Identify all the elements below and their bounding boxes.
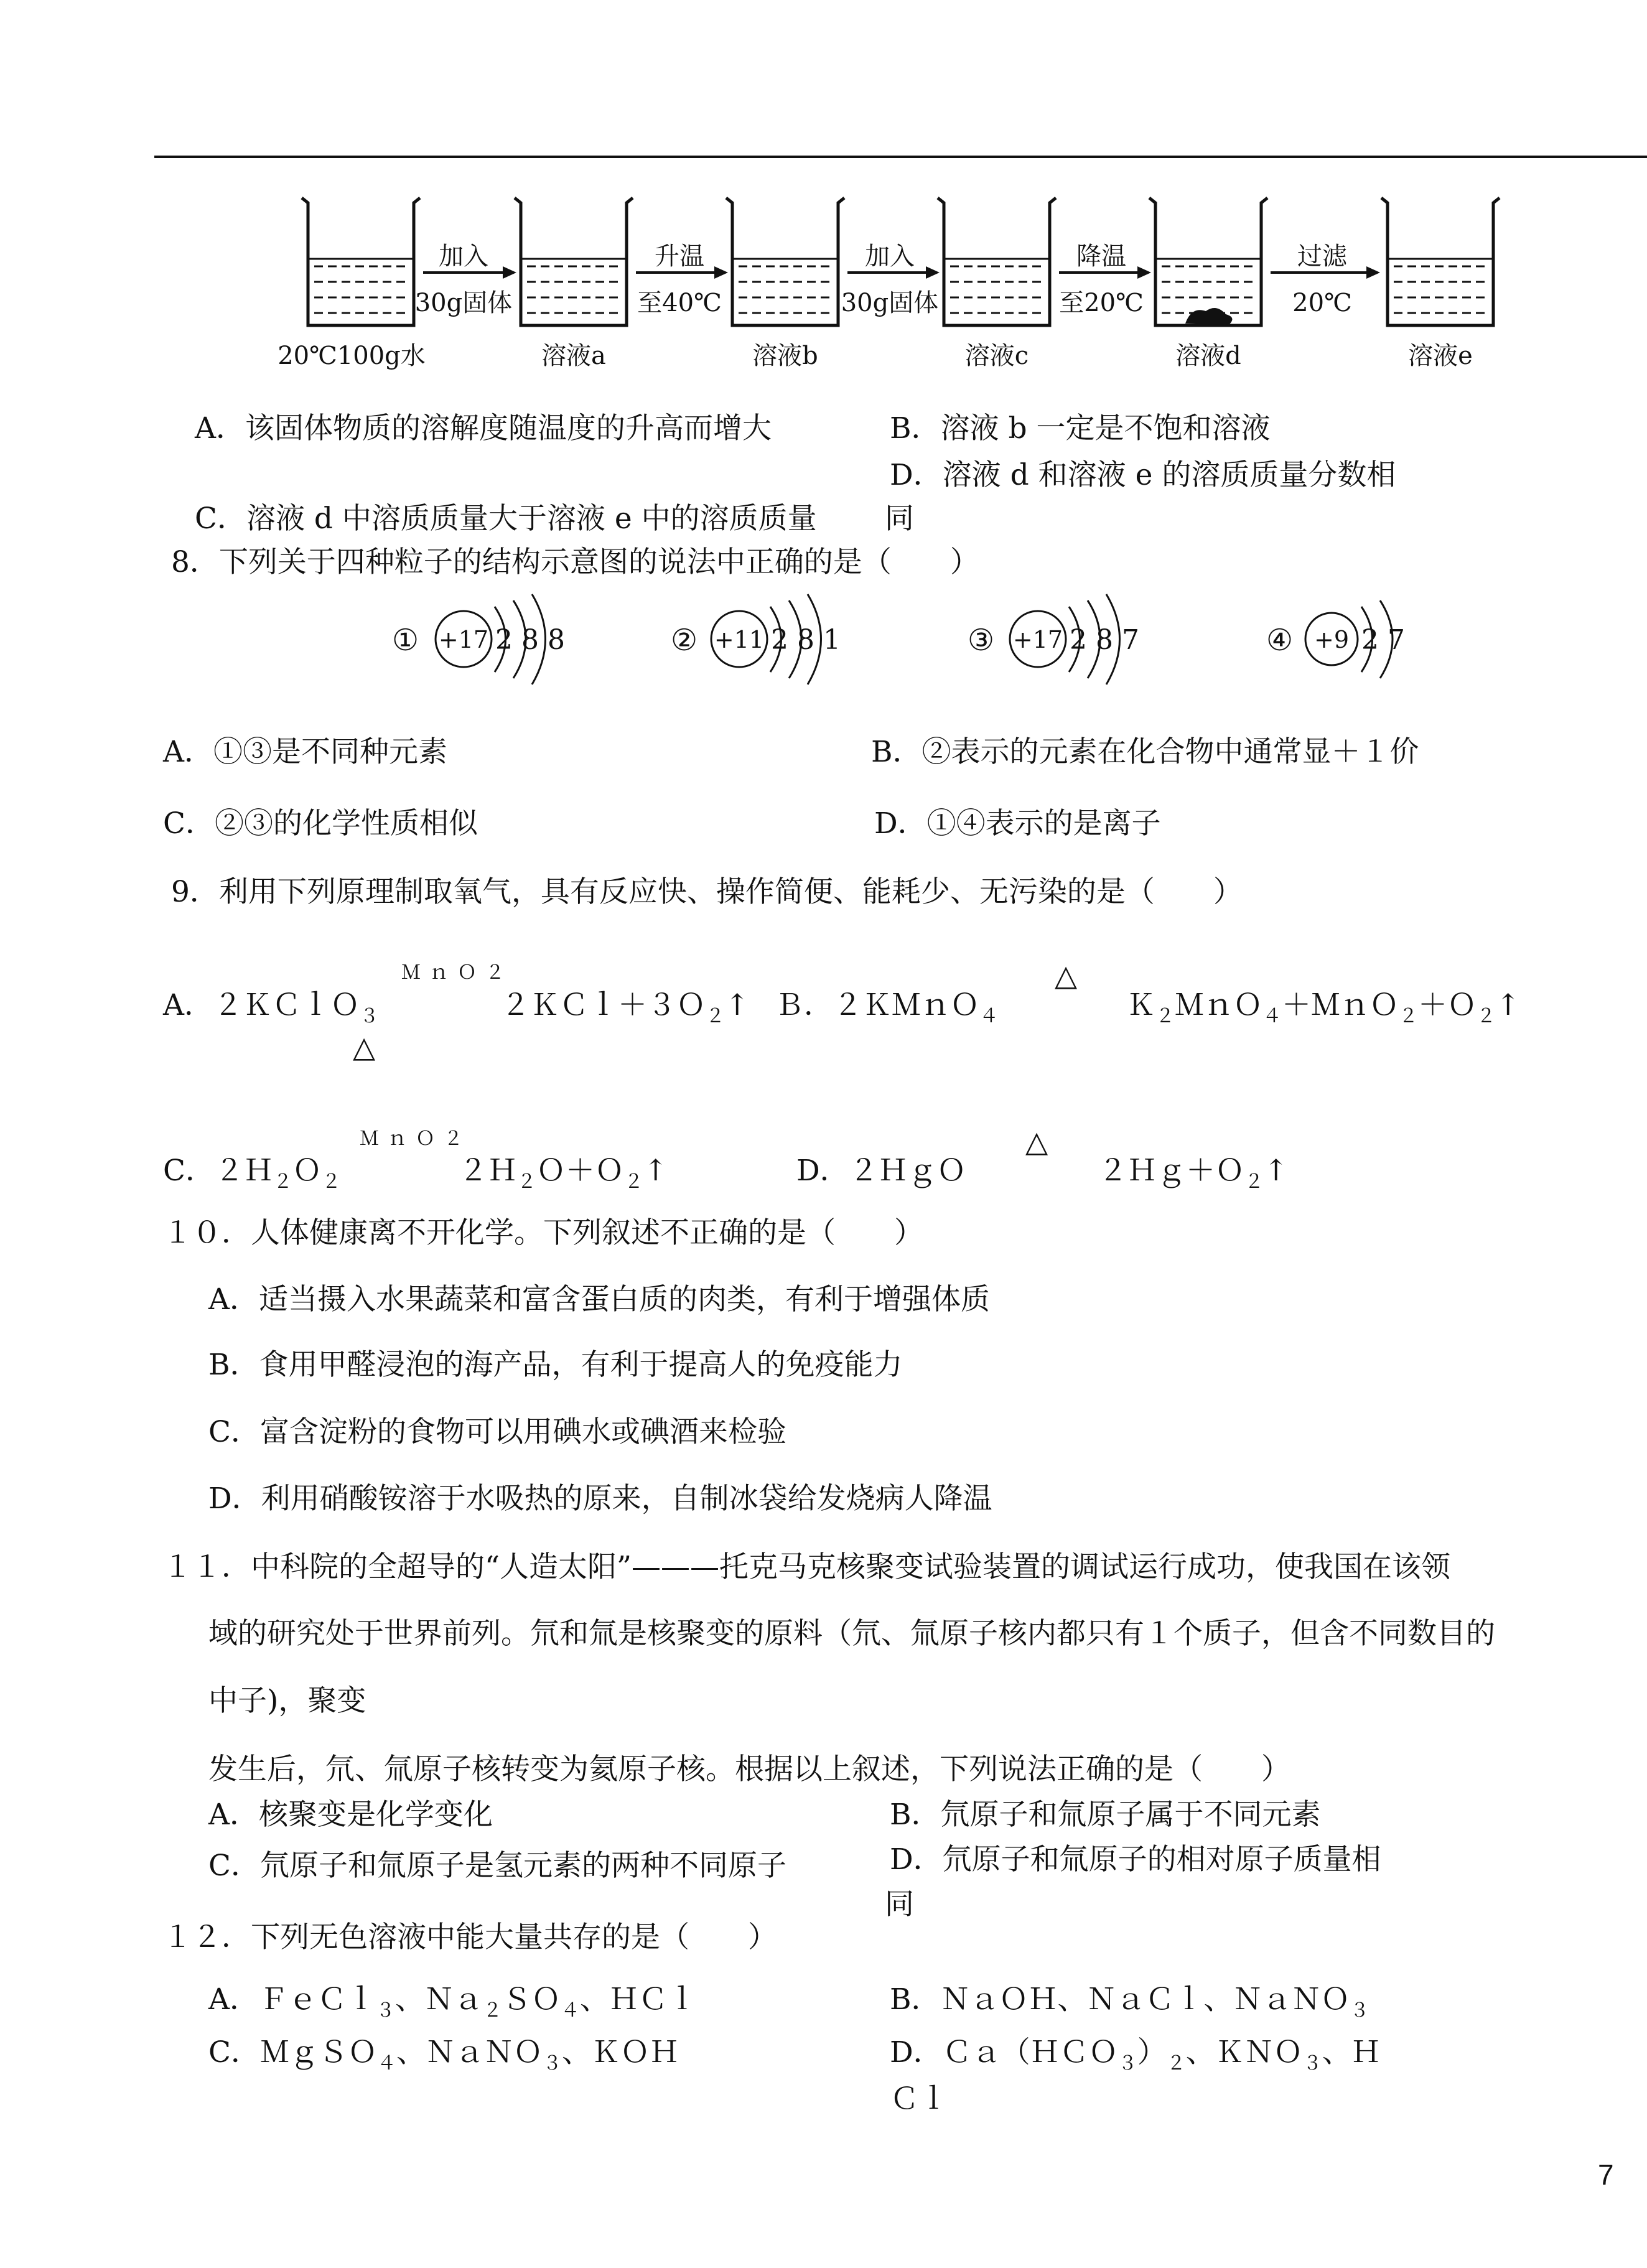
q8-option-a: A．①③是不同种元素 xyxy=(163,735,447,769)
q8-option-b: B．②表示的元素在化合物中通常显＋１价 xyxy=(871,735,1419,769)
q9-a-product-text: ２ＫＣｌ＋３Ｏ xyxy=(501,988,706,1022)
q11-option-d: D．氘原子和氚原子的相对原子质量相 xyxy=(890,1842,1381,1877)
q9-c-p2: Ｏ＋Ｏ xyxy=(536,1154,624,1188)
particle-structure-diagrams xyxy=(0,0,1647,716)
q10-option-a: A．适当摄入水果蔬菜和富含蛋白质的肉类，有利于增强体质 xyxy=(208,1282,990,1317)
beaker-label-c: 溶液c xyxy=(964,342,1029,370)
particle-2-label: ② xyxy=(671,623,698,658)
q9-c-p2s: ２ xyxy=(624,1170,643,1193)
q9-a-reactant xyxy=(163,988,379,1027)
q9-b-gas-arrow: ↑ xyxy=(1496,988,1521,1022)
q12-stem: １２．下列无色溶液中能大量共存的是（ ） xyxy=(163,1920,777,1954)
q7-option-c: C．溶液 d 中溶质质量大于溶液 e 中的溶质质量 xyxy=(195,502,817,536)
q9-b-product xyxy=(1126,988,1521,1027)
particle-4-shells: 2 7 xyxy=(1361,624,1405,656)
q9-a-reactant-text: A．２ＫＣｌＯ xyxy=(163,988,360,1022)
q12-a-s3: ４ xyxy=(560,1999,580,2022)
q12-a-4: 、ＨＣｌ xyxy=(579,1982,697,2017)
q11-option-a: A．核聚变是化学变化 xyxy=(208,1798,493,1832)
arrow-5-top: 过滤 xyxy=(1297,242,1347,271)
q9-b-p3: ＋ＭｎＯ xyxy=(1282,988,1399,1022)
arrow-1-top: 加入 xyxy=(439,242,488,271)
particle-1-shells: 2 8 8 xyxy=(495,624,565,656)
q10-option-c: C．富含淀粉的食物可以用碘水或碘酒来检验 xyxy=(208,1415,786,1449)
q12-a-s2: ２ xyxy=(482,1999,502,2022)
q12-c-s1: ４ xyxy=(376,2052,396,2074)
q9-d-p1s: ２ xyxy=(1244,1170,1264,1193)
q9-c-r1s: ２ xyxy=(273,1170,292,1193)
q7-option-a: A．该固体物质的溶解度随温度的升高而增大 xyxy=(195,411,772,446)
q12-option-d-cont: Ｃｌ xyxy=(890,2082,948,2116)
q11-stem-line3: 中子)，聚变 xyxy=(208,1684,366,1718)
q9-a-catalyst: ＭｎＯ２ xyxy=(401,961,513,984)
arrow-3-top: 加入 xyxy=(865,242,915,271)
q12-c-3: 、ＫＯＨ xyxy=(561,2035,679,2070)
q9-b-reactant xyxy=(775,988,999,1027)
q12-b-s: ３ xyxy=(1350,1999,1369,2022)
arrow-2-top: 升温 xyxy=(655,242,704,271)
q11-option-d-cont: 同 xyxy=(885,1887,914,1921)
beaker-label-d: 溶液d xyxy=(1175,342,1241,370)
q10-option-d: D．利用硝酸铵溶于水吸热的原来，自制冰袋给发烧病人降温 xyxy=(208,1482,992,1516)
particle-4-nucleus: +9 xyxy=(1313,626,1350,653)
q12-a-3: ＳＯ xyxy=(502,1982,561,2017)
q12-option-a xyxy=(208,1982,697,2022)
q11-option-c: C．氘原子和氚原子是氢元素的两种不同原子 xyxy=(208,1849,786,1883)
q9-b-p2s: ４ xyxy=(1262,1005,1282,1027)
q9-b-p1s: ２ xyxy=(1155,1005,1175,1027)
q9-b-p4s: ２ xyxy=(1477,1005,1496,1027)
q9-a-gas-arrow: ↑ xyxy=(725,988,750,1022)
q9-c-r1: C．２Ｈ xyxy=(163,1154,273,1188)
beaker-label-a: 溶液a xyxy=(541,342,606,370)
particle-2 xyxy=(671,594,841,684)
q7-option-b: B．溶液 b 一定是不饱和溶液 xyxy=(890,411,1271,446)
particle-3-shells: 2 8 7 xyxy=(1070,624,1139,656)
q12-option-d xyxy=(890,2035,1381,2074)
particle-3-label: ③ xyxy=(968,623,995,658)
q7-option-d: D．溶液 d 和溶液 e 的溶质质量分数相 xyxy=(890,458,1396,492)
q9-c-catalyst: ＭｎＯ２ xyxy=(360,1127,472,1150)
q12-d-4: 、Ｈ xyxy=(1322,2035,1381,2070)
q9-a-heat-icon: △ xyxy=(353,1030,376,1065)
particle-1 xyxy=(392,594,565,684)
q12-d-s2: ２ xyxy=(1166,2052,1186,2074)
q9-b-p4: ＋Ｏ xyxy=(1418,988,1477,1022)
arrow-4-bottom: 至20℃ xyxy=(1059,289,1144,317)
page-number: 7 xyxy=(1598,2158,1614,2191)
particle-4 xyxy=(1266,600,1405,678)
particle-3 xyxy=(968,594,1139,684)
q11-option-b: B．氘原子和氚原子属于不同元素 xyxy=(890,1798,1321,1832)
q9-b-reactant-text: Ｂ．２ＫＭｎＯ xyxy=(775,988,979,1022)
particle-2-nucleus: +11 xyxy=(714,626,765,653)
q12-a-1: A．ＦｅＣｌ xyxy=(208,1982,376,2017)
q8-option-d: D．①④表示的是离子 xyxy=(874,806,1161,841)
q9-d-product xyxy=(1098,1154,1289,1193)
q9-b-p1: Ｋ xyxy=(1126,988,1155,1022)
beaker-label-e: 溶液e xyxy=(1408,342,1473,370)
arrow-1-bottom: 30g固体 xyxy=(414,289,513,317)
q12-option-c xyxy=(208,2035,679,2074)
q12-d-1: D．Ｃａ（ＨＣＯ xyxy=(890,2035,1118,2070)
q12-option-b xyxy=(890,1982,1369,2022)
q7-option-d-cont: 同 xyxy=(885,502,914,536)
q9-a-reactant-sub: ３ xyxy=(359,1005,379,1027)
q9-c-gas-arrow: ↑ xyxy=(643,1154,668,1188)
q9-c-p1: ２Ｈ xyxy=(459,1154,517,1188)
q9-c-r2s: ２ xyxy=(321,1170,341,1193)
q9-b-p2: ＭｎＯ xyxy=(1175,988,1262,1022)
arrow-3-bottom: 30g固体 xyxy=(841,289,939,317)
q12-c-2: 、ＮａＮＯ xyxy=(396,2035,543,2070)
q9-b-heat-icon: △ xyxy=(1055,959,1078,993)
particle-4-label: ④ xyxy=(1266,623,1294,658)
q8-stem: 8．下列关于四种粒子的结构示意图的说法中正确的是（ ） xyxy=(171,545,979,579)
q12-c-1: C．ＭｇＳＯ xyxy=(208,2035,377,2070)
q9-d-reactant: D．２ＨｇＯ xyxy=(796,1154,966,1188)
q12-d-s3: ３ xyxy=(1302,2052,1322,2074)
arrow-4-top: 降温 xyxy=(1076,242,1126,271)
particle-3-nucleus: +17 xyxy=(1012,626,1063,653)
q11-stem-line4: 发生后，氘、氚原子核转变为氦原子核。根据以上叙述，下列说法正确的是（ ） xyxy=(208,1752,1290,1786)
q12-a-s1: ３ xyxy=(375,1999,395,2022)
q9-a-product-sub: ２ xyxy=(706,1005,725,1027)
beaker-label-b: 溶液b xyxy=(752,342,818,370)
q9-a-product xyxy=(501,988,750,1027)
q9-d-p1: ２Ｈｇ＋Ｏ xyxy=(1098,1154,1244,1188)
q10-option-b: B．食用甲醛浸泡的海产品，有利于提高人的免疫能力 xyxy=(208,1348,903,1382)
q12-a-2: 、Ｎａ xyxy=(394,1982,483,2017)
q9-c-r2: Ｏ xyxy=(292,1154,322,1188)
beaker-label-water: 20℃100g水 xyxy=(278,342,426,370)
q12-b-1: B．ＮａＯＨ、ＮａＣｌ、ＮａＮＯ xyxy=(890,1982,1350,2017)
q12-d-s1: ３ xyxy=(1117,2052,1137,2074)
particle-2-shells: 2 8 1 xyxy=(771,624,841,656)
q9-c-product xyxy=(459,1154,668,1193)
q9-stem: 9．利用下列原理制取氧气，具有反应快、操作简便、能耗少、无污染的是（ ） xyxy=(171,875,1243,909)
particle-1-label: ① xyxy=(392,623,419,658)
arrow-5-bottom: 20℃ xyxy=(1292,289,1352,317)
particle-1-nucleus: +17 xyxy=(438,626,489,653)
q9-d-gas-arrow: ↑ xyxy=(1264,1154,1289,1188)
q12-d-3: 、ＫＮＯ xyxy=(1185,2035,1303,2070)
q12-d-2: ） xyxy=(1137,2035,1167,2070)
arrow-2-bottom: 至40℃ xyxy=(637,289,722,317)
q9-d-heat-icon: △ xyxy=(1025,1125,1048,1159)
q8-option-c: C．②③的化学性质相似 xyxy=(163,806,478,841)
q9-c-reactant xyxy=(163,1154,341,1193)
q10-stem: １０．人体健康离不开化学。下列叙述不正确的是（ ） xyxy=(163,1216,923,1250)
q12-c-s2: ３ xyxy=(542,2052,562,2074)
q9-c-p1s: ２ xyxy=(517,1170,536,1193)
q9-b-reactant-sub: ４ xyxy=(979,1005,999,1027)
q11-stem-line2: 域的研究处于世界前列。氘和氚是核聚变的原料（氘、氚原子核内都只有１个质子，但含不同数目的 xyxy=(208,1617,1495,1651)
q9-b-p3s: ２ xyxy=(1399,1005,1418,1027)
q11-stem-line1: １１．中科院的全超导的“人造太阳”———托克马克核聚变试验装置的调试运行成功，使我国在该领 xyxy=(163,1550,1451,1584)
